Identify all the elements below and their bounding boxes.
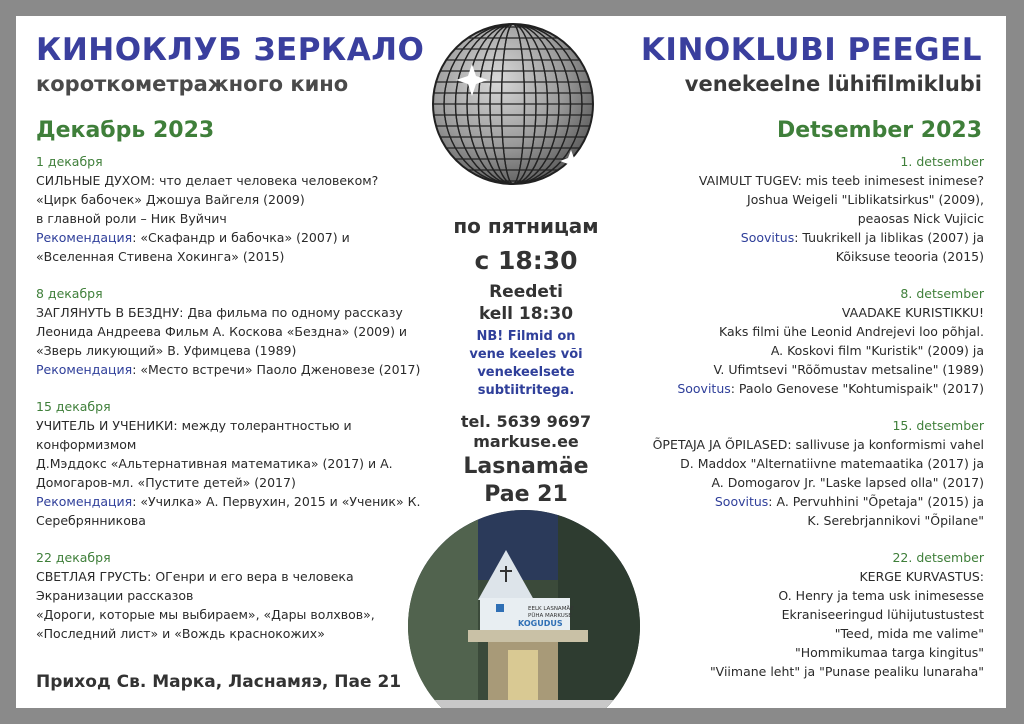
rec-text: : Tuukrikell ja liblikas (2007) ja xyxy=(794,230,984,245)
event-line: Экранизации рассказов xyxy=(36,588,194,603)
sign-line: KOGUDUS xyxy=(518,619,563,628)
recommendation xyxy=(604,492,984,511)
time-et: kell 18:30 xyxy=(478,304,574,324)
rec-more: «Вселенная Стивена Хокинга» (2015) xyxy=(36,249,285,264)
event-date: 15 декабря xyxy=(36,399,111,414)
rec-more: K. Serebrjannikovi "Õpilane" xyxy=(807,513,984,528)
event-line: «Цирк бабочек» Джошуа Вайгеля (2009) xyxy=(36,192,305,207)
event-line: СВЕТЛАЯ ГРУСТЬ: ОГенри и его вера в человека xyxy=(36,569,354,584)
event-item xyxy=(36,548,456,643)
event-line: "Hommikumaa targa kingitus" xyxy=(794,645,984,660)
event-line: Леонида Андреева Фильм А. Коскова «Бездна» (2009) и xyxy=(36,324,408,339)
time-ru: с 18:30 xyxy=(474,246,578,275)
place-name: Lasnamäe xyxy=(463,454,589,479)
event-line: ÕPETAJA JA ÕPILASED: sallivuse ja konformismi vahel xyxy=(652,437,984,452)
nb-line: vene keeles või xyxy=(469,347,583,362)
rec-label: Soovitus xyxy=(740,230,795,245)
footer-address: Приход Св. Марка, Ласнамяэ, Пае 21 xyxy=(36,672,402,692)
event-line: «Дороги, которые мы выбираем», «Дары волхвов», xyxy=(36,607,375,622)
recommendation xyxy=(604,379,984,398)
event-line: "Viimane leht" ja "Punase pealiku lunaraha" xyxy=(709,664,984,679)
recommendation xyxy=(604,228,984,247)
events-ru xyxy=(36,152,456,661)
rec-text: : «Скафандр и бабочка» (2007) и xyxy=(132,230,350,245)
event-line: СИЛЬНЫЕ ДУХОМ: что делает человека человеком? xyxy=(36,173,379,188)
event-date: 1. detsember xyxy=(900,154,984,169)
poster-sheet xyxy=(16,16,1006,708)
event-line: "Teed, mida me valime" xyxy=(834,626,984,641)
event-line: «Последний лист» и «Вождь краснокожих» xyxy=(36,626,325,641)
subtitle-ru: короткометражного кино xyxy=(36,72,349,96)
schedule-ru: по пятницам xyxy=(453,214,599,238)
rec-label: Рекомендация xyxy=(36,230,133,245)
rec-label: Soovitus xyxy=(714,494,769,509)
title-ru: КИНОКЛУБ ЗЕРКАЛО xyxy=(36,32,425,68)
nb-line: venekeelsete xyxy=(477,365,575,380)
church-photo xyxy=(408,510,640,708)
event-item xyxy=(604,416,984,530)
event-line: ЗАГЛЯНУТЬ В БЕЗДНУ: Два фильма по одному рассказу xyxy=(36,305,403,320)
event-line: конформизмом xyxy=(36,437,137,452)
event-line: «Зверь ликующий» В. Уфимцева (1989) xyxy=(36,343,297,358)
event-line: Ekraniseeringud lühijutustustest xyxy=(781,607,984,622)
event-line: V. Ufimtsevi "Rõõmustav metsaline" (1989) xyxy=(713,362,984,377)
event-line: A. Domogarov Jr. "Laske lapsed olla" (2017) xyxy=(711,475,984,490)
event-line: O. Henry ja tema usk inimesesse xyxy=(778,588,984,603)
event-item xyxy=(604,548,984,681)
rec-label: Рекомендация xyxy=(36,494,133,509)
event-date: 22 декабря xyxy=(36,550,111,565)
recommendation xyxy=(36,228,456,247)
rec-text: : «Училка» А. Первухин, 2015 и «Ученик» К. xyxy=(132,494,421,509)
month-ru: Декабрь 2023 xyxy=(36,118,215,143)
event-line: Joshua Weigeli "Liblikatsirkus" (2009), xyxy=(747,192,984,207)
events-et xyxy=(604,152,984,699)
place-address: Pae 21 xyxy=(484,482,568,507)
rec-more: Серебрянникова xyxy=(36,513,146,528)
event-line: peaosas Nick Vujicic xyxy=(857,211,984,226)
event-date: 8 декабря xyxy=(36,286,103,301)
event-item xyxy=(604,152,984,266)
event-line: KERGE KURVASTUS: xyxy=(859,569,984,584)
event-date: 8. detsember xyxy=(900,286,984,301)
event-line: A. Koskovi film "Kuristik" (2009) ja xyxy=(770,343,984,358)
event-date: 22. detsember xyxy=(892,550,984,565)
recommendation xyxy=(36,492,456,511)
month-et: Detsember 2023 xyxy=(776,118,982,143)
website: markuse.ee xyxy=(473,432,579,451)
recommendation xyxy=(36,360,456,379)
sign-line: PÜHA MARKUSE xyxy=(528,613,572,619)
subtitle-note xyxy=(426,328,626,400)
event-date: 15. detsember xyxy=(892,418,984,433)
rec-text: : «Место встречи» Паоло Дженовезе (2017) xyxy=(132,362,421,377)
nb-line: NB! Filmid on xyxy=(476,329,576,344)
event-line: в главной роли – Ник Вуйчич xyxy=(36,211,227,226)
event-line: Домогаров-мл. «Пустите детей» (2017) xyxy=(36,475,296,490)
event-line: УЧИТЕЛЬ И УЧЕНИКИ: между толерантностью и xyxy=(36,418,352,433)
event-item xyxy=(604,284,984,398)
rec-text: : Paolo Genovese "Kohtumispaik" (2017) xyxy=(730,381,984,396)
subtitle-et: venekeelne lühifilmiklubi xyxy=(684,72,982,96)
rec-label: Рекомендация xyxy=(36,362,133,377)
event-item xyxy=(36,284,456,379)
rec-text: : A. Pervuhhini "Õpetaja" (2015) ja xyxy=(768,494,984,509)
rec-label: Soovitus xyxy=(677,381,731,396)
event-line: VAIMULT TUGEV: mis teeb inimesest inimese? xyxy=(698,173,984,188)
phone: tel. 5639 9697 xyxy=(460,412,592,431)
event-line: Kaks filmi ühe Leonid Andrejevi loo põhjal. xyxy=(718,324,984,339)
event-item xyxy=(36,152,456,266)
event-line: D. Maddox "Alternatiivne matemaatika (2017) ja xyxy=(680,456,984,471)
title-et: KINOKLUBI PEEGEL xyxy=(640,32,982,68)
event-line: VAADAKE KURISTIKKU! xyxy=(841,305,984,320)
rec-more: Kõiksuse teooria (2015) xyxy=(835,249,984,264)
event-line: Д.Мэддокс «Альтернативная математика» (2017) и А. xyxy=(36,456,393,471)
nb-line: subtiitritega. xyxy=(477,383,575,398)
event-date: 1 декабря xyxy=(36,154,103,169)
schedule-et: Reedeti xyxy=(489,282,563,302)
event-item xyxy=(36,397,456,530)
sign-line: EELK LASNAMÄE xyxy=(528,606,574,612)
